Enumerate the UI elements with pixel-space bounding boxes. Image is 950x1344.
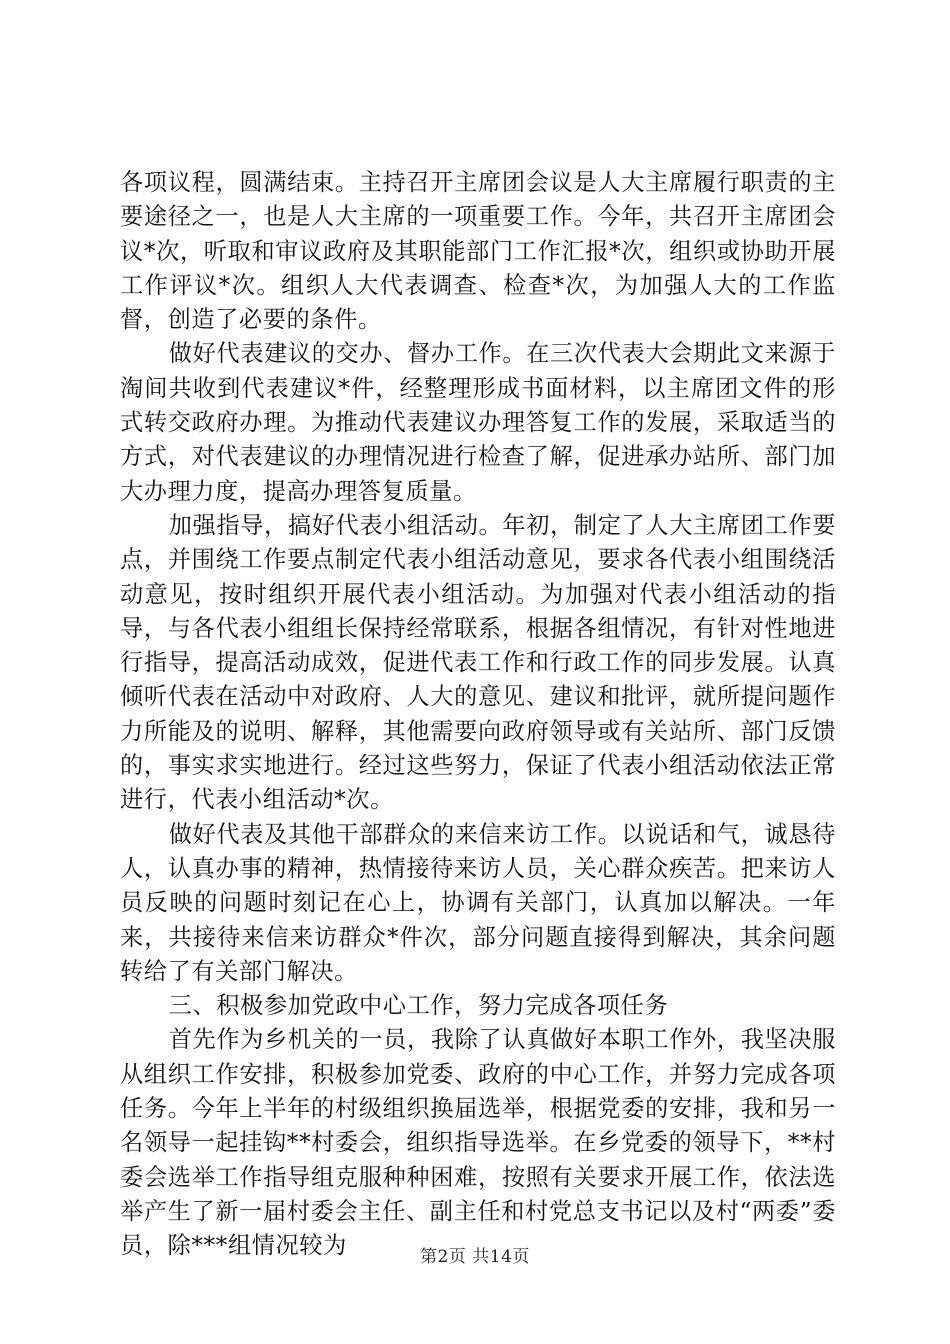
section-heading: 三、积极参加党政中心工作，努力完成各项任务 [168,992,669,1020]
page-number-footer: 第2页 共14页 [420,1247,530,1267]
paragraph-2: 做好代表建议的交办、督办工作。在三次代表大会期此文来源于淘间共收到代表建议*件，经整理形成书面材料，以主席团文件的形式转交政府办理。为推动代表建议办理答复工作的发展，采取适当的方式，对代表建议的办理情况进行检查了解，促进承办站所、部门加大办理力度，提高办理答复质量。 [120,340,836,505]
paragraph-1: 各项议程，圆满结束。主持召开主席团会议是人大主席履行职责的主要途径之一，也是人大主席的一项重要工作。今年，共召开主席团会议*次，听取和审议政府及其职能部门工作汇报*次，组织或协助开展工作评议*次。组织人大代表调查、检查*次，为加强人大的工作监督，创造了必要的条件。 [120,169,836,334]
paragraph-4: 做好代表及其他干部群众的来信来访工作。以说话和气，诚恳待人，认真办事的精神，热情接待来访人员，关心群众疾苦。把来访人员反映的问题时刻记在心上，协调有关部门，认真加以解决。一年来，共接待来信来访群众*件次，部分问题直接得到解决，其余问题转给了有关部门解决。 [120,820,836,985]
document-body [120,166,836,1264]
paragraph-3: 加强指导，搞好代表小组活动。年初，制定了人大主席团工作要点，并围绕工作要点制定代表小组活动意见，要求各代表小组围绕活动意见，按时组织开展代表小组活动。为加强对代表小组活动的指导，与各代表小组组长保持经常联系，根据各组情况，有针对性地进行指导，提高活动成效，促进代表工作和行政工作的同步发展。认真倾听代表在活动中对政府、人大的意见、建议和批评，就所提问题作力所能及的说明、解释，其他需要向政府领导或有关站所、部门反馈的，事实求实地进行。经过这些努力，保证了代表小组活动依法正常进行，代表小组活动*次。 [120,511,836,814]
paragraph-5: 首先作为乡机关的一员，我除了认真做好本职工作外，我坚决服从组织工作安排，积极参加党委、政府的中心工作，并努力完成各项任务。今年上半年的村级组织换届选举，根据党委的安排，我和另一名领导一起挂钩**村委会，组织指导选举。在乡党委的领导下，**村委会选举工作指导组克服种种困难，按照有关要求开展工作，依法选举产生了新一届村委会主任、副主任和村党总支书记以及村“两委”委员，除***组情况较为 [120,1026,836,1260]
